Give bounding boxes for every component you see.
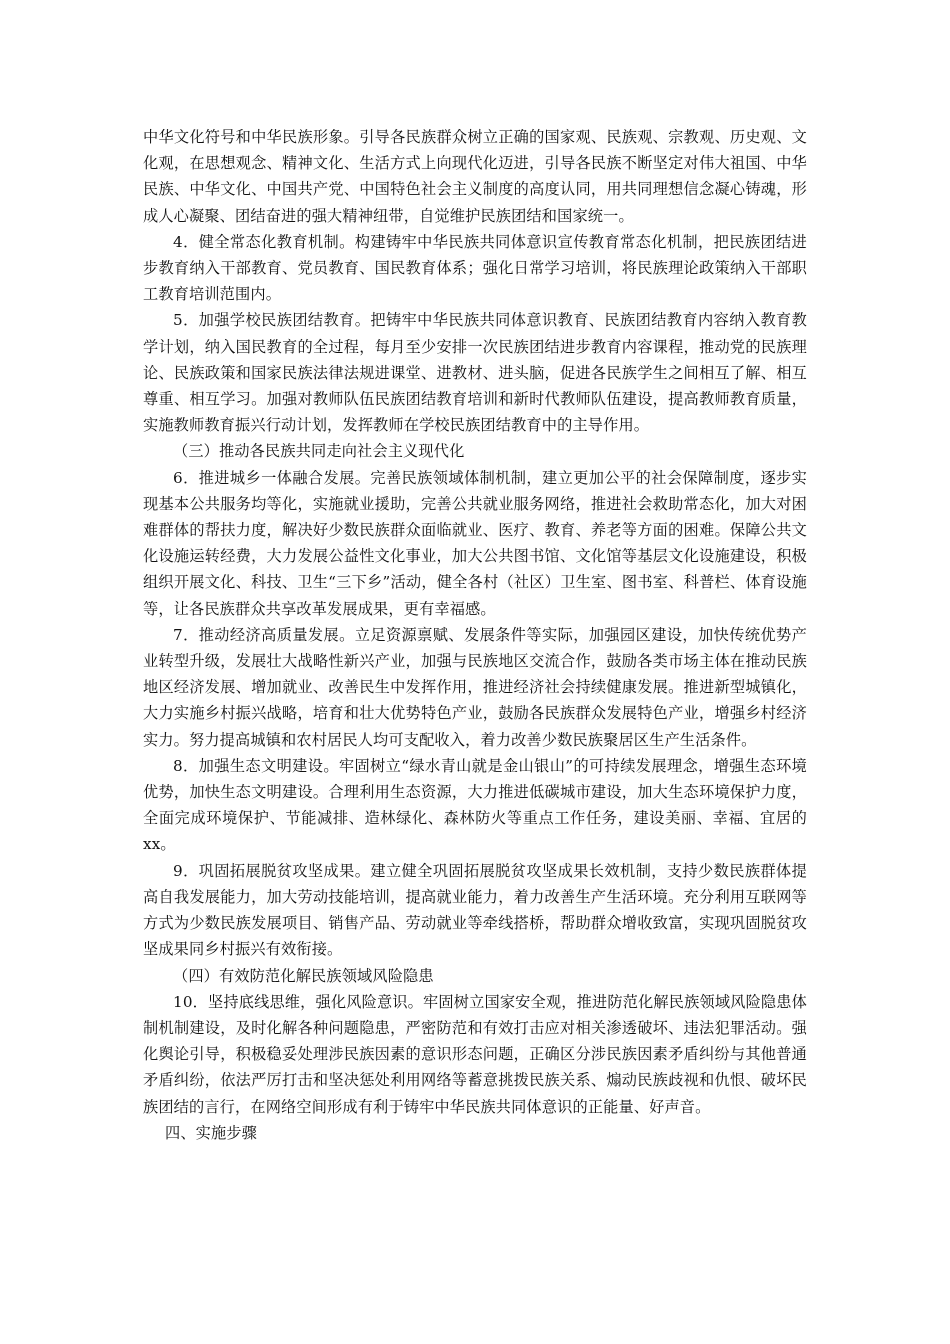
paragraph-item-6: 6．推进城乡一体融合发展。完善民族领域体制机制，建立更加公平的社会保障制度，逐步实现基本公共服务均等化，实施就业援助，完善公共就业服务网络，推进社会救助常态化，加大对困难群体的帮扶力度，解决好少数民族群众面临就业、医疗、教育、养老等方面的困难。保障公共文化设施运转经费，大力发展公益性文化事业，加大公共图书馆、文化馆等基层文化设施建设，积极组织开展文化、科技、卫生“三下乡”活动，健全各村（社区）卫生室、图书室、科普栏、体育设施等，让各民族群众共享改革发展成果，更有幸福感。: [143, 468, 807, 618]
document-body: [143, 124, 807, 1146]
paragraph-item-5: 5．加强学校民族团结教育。把铸牢中华民族共同体意识教育、民族团结教育内容纳入教育教学计划，纳入国民教育的全过程，每月至少安排一次民族团结进步教育内容课程，推动党的民族理论、民族政策和国家民族法律法规进课堂、进教材、进头脑，促进各民族学生之间相互了解、相互尊重、相互学习。加强对教师队伍民族团结教育培训和新时代教师队伍建设，提高教师教育质量，实施教师教育振兴行动计划，发挥教师在学校民族团结教育中的主导作用。: [143, 311, 807, 435]
paragraph-item-8: 8．加强生态文明建设。牢固树立“绿水青山就是金山银山”的可持续发展理念，增强生态环境优势，加快生态文明建设。合理利用生态资源，大力推进低碳城市建设，加大生态环境保护力度，全面完成环境保护、节能减排、造林绿化、森林防火等重点工作任务，建设美丽、幸福、宜居的xx。: [143, 756, 807, 854]
paragraph-item-10: 10．坚持底线思维，强化风险意识。牢固树立国家安全观，推进防范化解民族领域风险隐患体制机制建设，及时化解各种问题隐患，严密防范和有效打击应对相关渗透破坏、违法犯罪活动。强化舆论引导，积极稳妥处理涉民族因素的意识形态问题，正确区分涉民族因素矛盾纠纷与其他普通矛盾纠纷，依法严厉打击和坚决惩处利用网络等蓄意挑拨民族关系、煽动民族歧视和仇恨、破坏民族团结的言行，在网络空间形成有利于铸牢中华民族共同体意识的正能量、好声音。: [143, 992, 807, 1116]
chapter-heading-implementation: 四、实施步骤: [165, 1123, 258, 1142]
paragraph-item-4: 4．健全常态化教育机制。构建铸牢中华民族共同体意识宣传教育常态化机制，把民族团结进步教育纳入干部教育、党员教育、国民教育体系；强化日常学习培训，将民族理论政策纳入干部职工教育培训范围内。: [143, 232, 807, 304]
paragraph-item-7: 7．推动经济高质量发展。立足资源禀赋、发展条件等实际，加强园区建设，加快传统优势产业转型升级，发展壮大战略性新兴产业，加强与民族地区交流合作，鼓励各类市场主体在推动民族地区经济发展、增加就业、改善民生中发挥作用，推进经济社会持续健康发展。推进新型城镇化，大力实施乡村振兴战略，培育和壮大优势特色产业，鼓励各民族群众发展特色产业，增强乡村经济实力。努力提高城镇和农村居民人均可支配收入，着力改善少数民族聚居区生产生活条件。: [143, 625, 807, 749]
paragraph-item-9: 9．巩固拓展脱贫攻坚成果。建立健全巩固拓展脱贫攻坚成果长效机制，支持少数民族群体提高自我发展能力，加大劳动技能培训，提高就业能力，着力改善生产生活环境。充分利用互联网等方式为少数民族发展项目、销售产品、劳动就业等牵线搭桥，帮助群众增收致富，实现巩固脱贫攻坚成果同乡村振兴有效衔接。: [143, 861, 807, 959]
section-heading-3: （三）推动各民族共同走向社会主义现代化: [173, 442, 465, 461]
section-heading-4: （四）有效防范化解民族领域风险隐患: [173, 966, 434, 985]
paragraph-continuation: 中华文化符号和中华民族形象。引导各民族群众树立正确的国家观、民族观、宗教观、历史观、文化观，在思想观念、精神文化、生活方式上向现代化迈进，引导各民族不断坚定对伟大祖国、中华民族、中华文化、中国共产党、中国特色社会主义制度的高度认同，用共同理想信念凝心铸魂，形成人心凝聚、团结奋进的强大精神纽带，自觉维护民族团结和国家统一。: [143, 128, 807, 225]
